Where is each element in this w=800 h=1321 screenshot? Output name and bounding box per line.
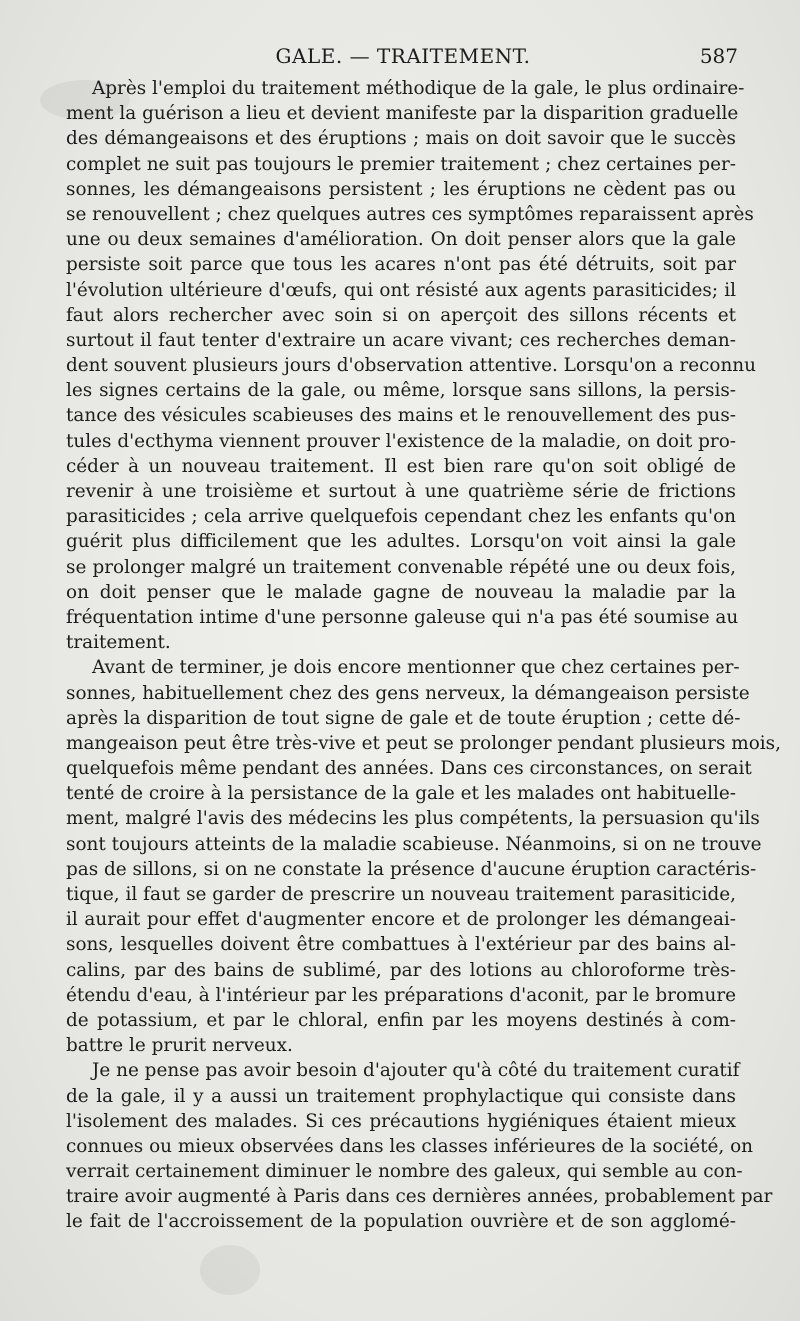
text-line: quelquefois même pendant des années. Dans ces circonstances, on serait	[66, 758, 752, 780]
text-line: ment, malgré l'avis des médecins les plus compétents, la persuasion qu'ils	[66, 808, 760, 830]
text-line: mangeaison peut être très-vive et peut se prolonger pendant plusieurs mois,	[66, 732, 781, 754]
text-line: complet ne suit pas toujours le premier traitement ; chez certaines per-	[66, 153, 736, 175]
text-line: pas de sillons, si on ne constate la présence d'aucune éruption caractéris-	[66, 858, 757, 880]
text-line: des démangeaisons et des éruptions ; mais on doit savoir que le succès	[66, 128, 736, 150]
text-line: tenté de croire à la persistance de la gale et les malades ont habituelle-	[66, 783, 736, 805]
running-title: GALE. — TRAITEMENT.	[275, 44, 531, 68]
text-line: faut alors rechercher avec soin si on aperçoit des sillons récents et	[66, 304, 736, 326]
text-line: calins, par des bains de sublimé, par des lotions au chloroforme très-	[66, 959, 736, 981]
text-line: se prolonger malgré un traitement convenable répété une ou deux fois,	[66, 556, 736, 578]
text-line: surtout il faut tenter d'extraire un acare vivant; ces recherches deman-	[66, 329, 736, 351]
text-line: se renouvellent ; chez quelques autres ces symptômes reparaissent après	[66, 203, 754, 225]
text-line: de potassium, et par le chloral, enfin par les moyens destinés à com-	[66, 1009, 736, 1031]
text-line: guérit plus difficilement que les adultes. Lorsqu'on voit ainsi la gale	[66, 531, 736, 553]
text-line: sonnes, habituellement chez des gens nerveux, la démangeaison persiste	[66, 682, 750, 704]
text-line: tique, il faut se garder de prescrire un nouveau traitement parasiticide,	[66, 884, 736, 905]
text-line: connues ou mieux observées dans les classes inférieures de la société, on	[66, 1135, 754, 1157]
text-line: le fait de l'accroissement de la population ouvrière et de son agglomé-	[66, 1211, 736, 1233]
text-line: après la disparition de tout signe de gale et de toute éruption ; cette dé-	[66, 707, 741, 729]
text-line: Je ne pense pas avoir besoin d'ajouter qu'à côté du traitement curatif	[92, 1060, 740, 1082]
text-line: étendu d'eau, à l'intérieur par les préparations d'aconit, par le bromure	[66, 984, 736, 1006]
text-line: Avant de terminer, je dois encore mentionner que chez certaines per-	[92, 657, 740, 679]
text-line: Après l'emploi du traitement méthodique de la gale, le plus ordinaire-	[92, 78, 745, 99]
text-line: l'évolution ultérieure d'œufs, qui ont résisté aux agents parasiticides; il	[66, 279, 736, 301]
text-line: persiste soit parce que tous les acares n'ont pas été détruits, soit par	[66, 254, 736, 276]
text-line: l'isolement des malades. Si ces précautions hygiéniques étaient mieux	[66, 1110, 736, 1132]
text-line: les signes certains de la gale, ou même, lorsque sans sillons, la persis-	[66, 380, 736, 402]
text-line: fréquentation intime d'une personne galeuse qui n'a pas été soumise au	[66, 606, 739, 628]
text-line: sont toujours atteints de la maladie scabieuse. Néanmoins, si on ne trouve	[66, 833, 762, 855]
text-line: il aurait pour effet d'augmenter encore et de prolonger les démangeai-	[66, 909, 736, 931]
text-line: traitement.	[66, 632, 171, 654]
text-line: revenir à une troisième et surtout à une quatrième série de frictions	[66, 481, 736, 502]
text-line: une ou deux semaines d'amélioration. On doit penser alors que la gale	[66, 229, 736, 251]
text-line: battre le prurit nerveux.	[66, 1035, 293, 1057]
text-line: parasiticides ; cela arrive quelquefois cependant chez les enfants qu'on	[66, 506, 736, 528]
body-text	[66, 76, 781, 1235]
running-head	[68, 44, 738, 74]
text-line: sons, lesquelles doivent être combattues à l'extérieur par des bains al-	[66, 934, 736, 956]
text-line: de la gale, il y a aussi un traitement prophylactique qui consiste dans	[66, 1085, 736, 1107]
text-line: traire avoir augmenté à Paris dans ces dernières années, probablement par	[66, 1186, 773, 1208]
paper-stain	[200, 1245, 260, 1295]
text-line: sonnes, les démangeaisons persistent ; les éruptions ne cèdent pas ou	[66, 178, 736, 200]
text-line: dent souvent plusieurs jours d'observation attentive. Lorsqu'on a reconnu	[66, 355, 756, 377]
text-line: tance des vésicules scabieuses des mains et le renouvellement des pus-	[66, 405, 736, 427]
text-line: tules d'ecthyma viennent prouver l'existence de la maladie, on doit pro-	[66, 430, 736, 452]
page-number: 587	[699, 44, 738, 68]
text-line: céder à un nouveau traitement. Il est bien rare qu'on soit obligé de	[66, 455, 736, 477]
text-line: verrait certainement diminuer le nombre des galeux, qui semble au con-	[66, 1161, 743, 1183]
text-line: on doit penser que le malade gagne de nouveau la maladie par la	[66, 581, 736, 603]
text-line: ment la guérison a lieu et devient manifeste par la disparition graduelle	[66, 103, 739, 125]
